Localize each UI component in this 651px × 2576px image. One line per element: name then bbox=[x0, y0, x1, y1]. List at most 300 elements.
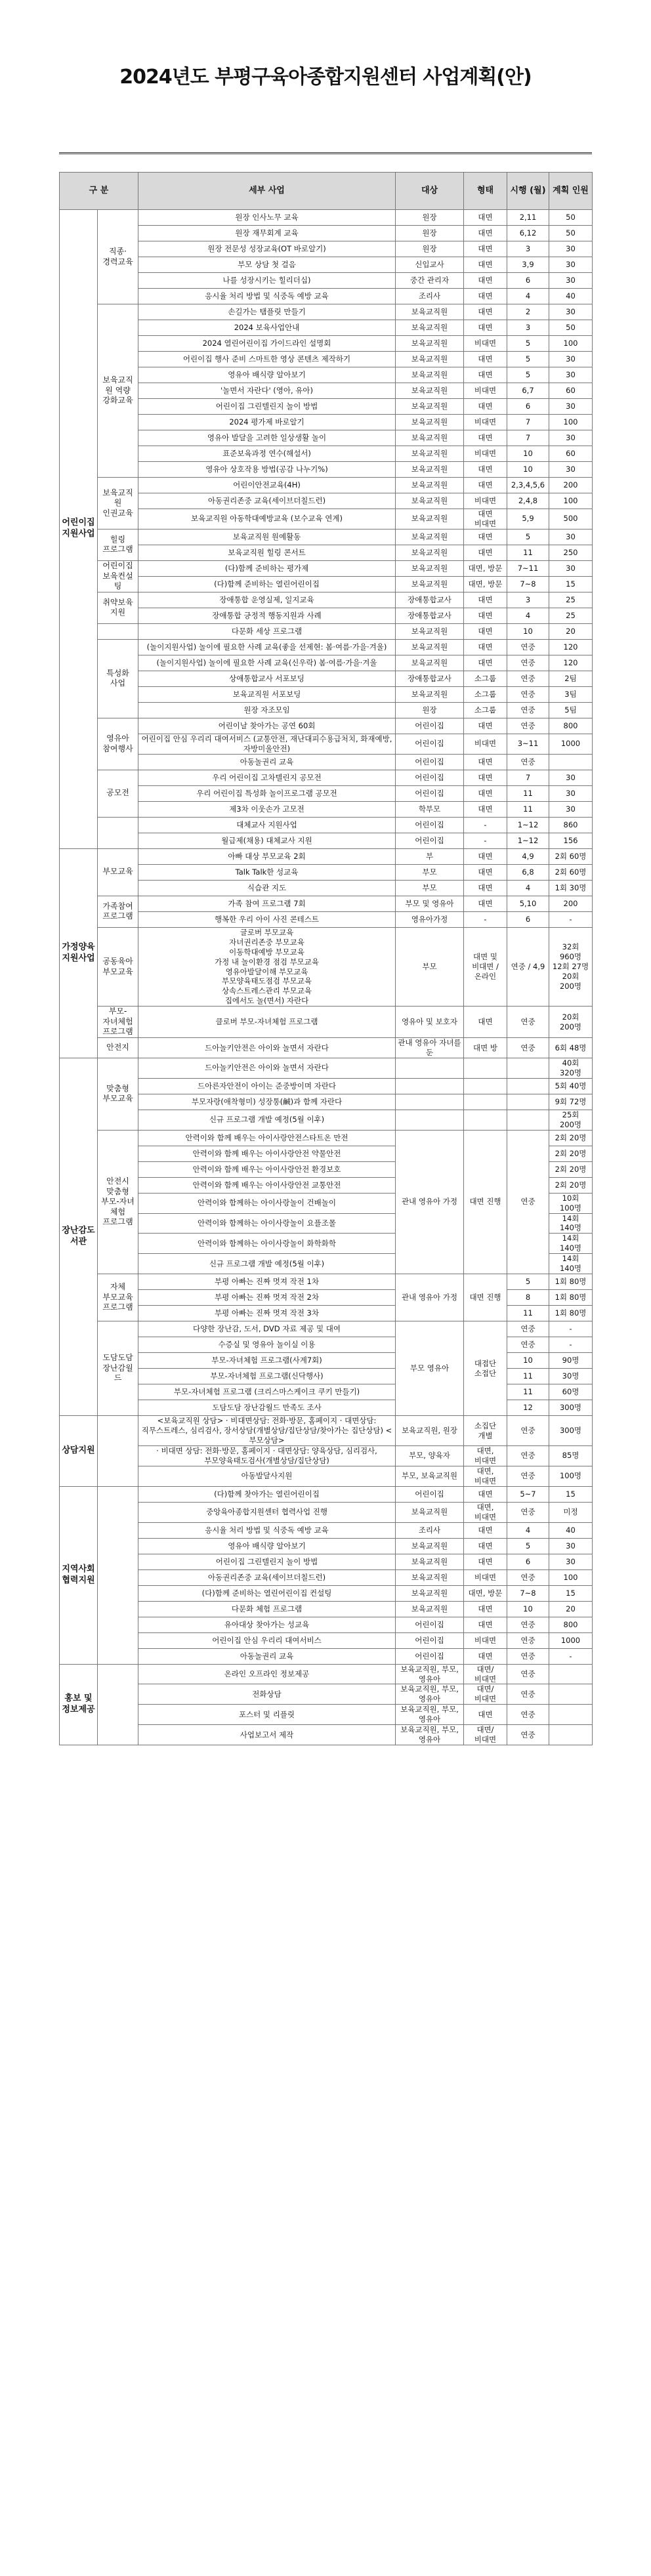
program-period: 연중 bbox=[507, 1038, 549, 1058]
table-row bbox=[60, 1384, 593, 1400]
program-item: 어린이집 행사 준비 스마트한 영상 콘텐츠 제작하기 bbox=[138, 352, 396, 367]
program-period: 11 bbox=[507, 1384, 549, 1400]
program-period: 6,12 bbox=[507, 226, 549, 241]
program-target: 보육교직원 bbox=[396, 1569, 464, 1585]
program-target: 부모 bbox=[396, 880, 464, 896]
program-form: 대면 bbox=[464, 785, 507, 801]
program-count: 30 bbox=[549, 462, 593, 478]
program-target: 어린이집 bbox=[396, 785, 464, 801]
table-row bbox=[60, 1400, 593, 1416]
program-period: 6 bbox=[507, 1554, 549, 1569]
program-count: 300명 bbox=[549, 1416, 593, 1446]
program-period: 연중 bbox=[507, 1569, 549, 1585]
program-target: 어린이집 bbox=[396, 1648, 464, 1664]
table-row bbox=[60, 1538, 593, 1554]
program-target: 보육교직원 bbox=[396, 399, 464, 415]
program-form: 대면 방 bbox=[464, 1038, 507, 1058]
program-target: 중간 관리자 bbox=[396, 273, 464, 289]
program-count: 30 bbox=[549, 352, 593, 367]
program-form bbox=[464, 1110, 507, 1130]
program-count: 100명 bbox=[549, 1466, 593, 1486]
program-count: 15 bbox=[549, 576, 593, 592]
table-row bbox=[60, 1705, 593, 1725]
program-item: 어린이집 안심 우리리 대여서비스 bbox=[138, 1632, 396, 1648]
table-row bbox=[60, 848, 593, 864]
program-target: 보육교직원 bbox=[396, 529, 464, 545]
program-item: 제3차 이웃손가 고모전 bbox=[138, 801, 396, 817]
program-period: 4 bbox=[507, 880, 549, 896]
program-period: 연중 bbox=[507, 639, 549, 655]
program-form: 대면 bbox=[464, 241, 507, 257]
program-form bbox=[464, 1078, 507, 1094]
table-row bbox=[60, 1369, 593, 1384]
table-row bbox=[60, 1585, 593, 1601]
program-item: 부모 상담 첫 걸음 bbox=[138, 257, 396, 273]
program-item: 영유아 배식량 알아보기 bbox=[138, 1538, 396, 1554]
program-form: 비대면 bbox=[464, 1632, 507, 1648]
table-row bbox=[60, 671, 593, 686]
program-target: 조리사 bbox=[396, 289, 464, 304]
program-count: 20회 200명 bbox=[549, 1007, 593, 1038]
program-target: 부모, 보육교직원 bbox=[396, 1466, 464, 1486]
program-count: 10회 100명 bbox=[549, 1193, 593, 1213]
program-count: - bbox=[549, 1648, 593, 1664]
program-target: 보육교직원 bbox=[396, 560, 464, 576]
program-period: 연중 bbox=[507, 1321, 549, 1337]
program-period: 연중 bbox=[507, 1502, 549, 1522]
program-target: 보육교직원, 부모, 영유아 bbox=[396, 1725, 464, 1745]
program-item: 안력이와 함께 배우는 아이사랑안전스타트온 만전 bbox=[138, 1130, 396, 1146]
subcategory bbox=[98, 817, 138, 848]
program-form: 대면 bbox=[464, 273, 507, 289]
table-row bbox=[60, 336, 593, 352]
program-count: 30 bbox=[549, 304, 593, 320]
program-count: 3팀 bbox=[549, 686, 593, 702]
program-target: 부모 영유아 bbox=[396, 1321, 464, 1416]
program-count: 60 bbox=[549, 446, 593, 462]
program-count: 30 bbox=[549, 430, 593, 446]
table-row bbox=[60, 817, 593, 833]
program-count: 30 bbox=[549, 529, 593, 545]
program-item: 부모양육태도점검 부모교육 bbox=[222, 976, 312, 986]
program-item: · 비대면 상담: 전화·방문, 홈페이지 · 대면상담: 양육상담, 심리검사, 부모양육태도검사(개별상담/집단상담) bbox=[138, 1445, 396, 1466]
program-period: 7~8 bbox=[507, 576, 549, 592]
program-target bbox=[396, 1110, 464, 1130]
subcategory: 자체 부모교육 프로그램 bbox=[98, 1274, 138, 1321]
table-row bbox=[60, 273, 593, 289]
program-target bbox=[396, 1078, 464, 1094]
header-period: 시행 (월) bbox=[507, 173, 549, 210]
table-row bbox=[60, 639, 593, 655]
subcategory: 도담도담 장난감월드 bbox=[98, 1321, 138, 1416]
program-form: 비대면 bbox=[464, 734, 507, 754]
table-row bbox=[60, 1007, 593, 1038]
table-row bbox=[60, 545, 593, 560]
program-target: 어린이집 bbox=[396, 833, 464, 848]
table-row bbox=[60, 1445, 593, 1466]
subcategory bbox=[98, 1664, 138, 1745]
program-period: 5,10 bbox=[507, 896, 549, 911]
program-count: 30 bbox=[549, 785, 593, 801]
table-row bbox=[60, 446, 593, 462]
program-count: 50 bbox=[549, 320, 593, 336]
program-count: - bbox=[549, 911, 593, 927]
program-form: 대면 bbox=[464, 848, 507, 864]
table-row bbox=[60, 1321, 593, 1337]
program-item: 부평 아빠는 진짜 멋져 작전 3차 bbox=[138, 1306, 396, 1321]
table-row bbox=[60, 493, 593, 509]
program-item: 아동권리존중 교육(세이브더칠드런) bbox=[138, 1569, 396, 1585]
program-item: 어린이집 그린텔린지 놀이 방법 bbox=[138, 1554, 396, 1569]
program-count: 300명 bbox=[549, 1400, 593, 1416]
program-item: 안력이와 함께 배우는 아이사랑안전 교통안전 bbox=[138, 1177, 396, 1193]
program-period bbox=[507, 1058, 549, 1078]
program-count: 14회 140명 bbox=[549, 1213, 593, 1234]
program-period: 연중 bbox=[507, 1632, 549, 1648]
program-period: 3~11 bbox=[507, 734, 549, 754]
table-row bbox=[60, 734, 593, 754]
program-period: 10 bbox=[507, 462, 549, 478]
program-item: 중앙육아종합지원센터 협력사업 진행 bbox=[138, 1502, 396, 1522]
program-target: 보육교직원, 원장 bbox=[396, 1416, 464, 1446]
table-row bbox=[60, 415, 593, 430]
program-target: 보육교직원 bbox=[396, 320, 464, 336]
program-period bbox=[507, 1078, 549, 1094]
program-target: 보육교직원 bbox=[396, 478, 464, 493]
section-category: 상담지원 bbox=[60, 1416, 98, 1487]
program-form: 대면 bbox=[464, 754, 507, 770]
program-item: 온라인 오프라인 정보제공 bbox=[138, 1664, 396, 1684]
program-target: 보육교직원 bbox=[396, 639, 464, 655]
program-target: 원장 bbox=[396, 241, 464, 257]
program-period: 7~11 bbox=[507, 560, 549, 576]
table-row bbox=[60, 1601, 593, 1617]
program-period: 3 bbox=[507, 241, 549, 257]
program-target: 보육교직원, 부모, 영유아 bbox=[396, 1684, 464, 1705]
table-row bbox=[60, 430, 593, 446]
table-row bbox=[60, 289, 593, 304]
program-target: 보육교직원 bbox=[396, 430, 464, 446]
subcategory: 특성화 사업 bbox=[98, 639, 138, 718]
program-item: 아빠 대상 부모교육 2회 bbox=[138, 848, 396, 864]
table-row bbox=[60, 210, 593, 226]
table-row bbox=[60, 686, 593, 702]
subcategory: 어린이집 보육컨설팅 bbox=[98, 560, 138, 592]
table-row bbox=[60, 1353, 593, 1369]
program-target: 원장 bbox=[396, 210, 464, 226]
program-target bbox=[396, 1094, 464, 1110]
subcategory: 영유아 참여행사 bbox=[98, 718, 138, 770]
title-divider bbox=[59, 152, 592, 154]
program-target: 보육교직원 bbox=[396, 415, 464, 430]
section-category: 지역사회 협력지원 bbox=[60, 1486, 98, 1664]
program-target: 영유아 및 보호자 bbox=[396, 1007, 464, 1038]
program-target: 관내 영유아 자녀를 둔 bbox=[396, 1038, 464, 1058]
subcategory: 맞춤형 부모교육 bbox=[98, 1058, 138, 1130]
program-target: 보육교직원 bbox=[396, 686, 464, 702]
program-period: 연중 bbox=[507, 655, 549, 671]
program-period: 4 bbox=[507, 608, 549, 623]
table-row bbox=[60, 833, 593, 848]
program-form: 비대면 bbox=[464, 383, 507, 399]
program-item: 어린이집 안심 우리리 대여서비스 (교통안전, 재난대피수용급처치, 화재예방, 자방미울안전) bbox=[138, 734, 396, 754]
program-item: 원장 자조모임 bbox=[138, 702, 396, 718]
program-count bbox=[549, 1664, 593, 1684]
program-form: 대면 bbox=[464, 864, 507, 880]
program-target: 어린이집 bbox=[396, 734, 464, 754]
program-form: 대면, 방문 bbox=[464, 1585, 507, 1601]
program-item: 드아놀키안전은 아이와 놀면서 자란다 bbox=[138, 1058, 396, 1078]
program-period bbox=[507, 1094, 549, 1110]
program-count: 40 bbox=[549, 1522, 593, 1538]
program-item: 다문화 체험 프로그램 bbox=[138, 1601, 396, 1617]
subcategory: 취약보육지원 bbox=[98, 592, 138, 623]
program-item: Talk Talk한 성교육 bbox=[138, 864, 396, 880]
program-count bbox=[549, 754, 593, 770]
program-form: 대면 bbox=[464, 1617, 507, 1632]
table-row bbox=[60, 462, 593, 478]
program-target: 신입교사 bbox=[396, 257, 464, 273]
program-target: 보육교직원 bbox=[396, 1554, 464, 1569]
program-period: 연중 bbox=[507, 1337, 549, 1353]
program-target: 조리사 bbox=[396, 1522, 464, 1538]
program-item: 우리 어린이집 특성화 놀이프로그램 공모전 bbox=[138, 785, 396, 801]
table-row bbox=[60, 560, 593, 576]
program-target: 부모 bbox=[396, 864, 464, 880]
program-form: 대면 bbox=[464, 430, 507, 446]
program-form: 비대면 bbox=[464, 1569, 507, 1585]
program-count: 2회 20명 bbox=[549, 1177, 593, 1193]
program-form: 대면 진행 bbox=[464, 1130, 507, 1274]
program-item: 안력이와 함께하는 아이사랑놀이 요플조몰 bbox=[138, 1213, 396, 1234]
program-period: 연중 bbox=[507, 686, 549, 702]
program-target: 보육교직원 bbox=[396, 1538, 464, 1554]
program-item: 영유아 상호작용 방법(공감 나누기%) bbox=[138, 462, 396, 478]
program-item: 원장 인사노무 교육 bbox=[138, 210, 396, 226]
program-item: 드아른자안전이 아이는 준중방이며 자란다 bbox=[138, 1078, 396, 1094]
program-target: 어린이집 bbox=[396, 754, 464, 770]
program-period: 5~7 bbox=[507, 1486, 549, 1502]
program-form: 소그룹 bbox=[464, 686, 507, 702]
table-row bbox=[60, 801, 593, 817]
program-form: 비대면 bbox=[464, 336, 507, 352]
program-target: 어린이집 bbox=[396, 1486, 464, 1502]
program-target: 보육교직원 bbox=[396, 383, 464, 399]
program-item: 영유아 발달을 고려한 일상생활 놀이 bbox=[138, 430, 396, 446]
table-row bbox=[60, 785, 593, 801]
program-count: 9회 72명 bbox=[549, 1094, 593, 1110]
program-form: 소그룹 bbox=[464, 702, 507, 718]
program-form: 대면, 방문 bbox=[464, 560, 507, 576]
table-row bbox=[60, 509, 593, 530]
program-count bbox=[549, 1705, 593, 1725]
program-form: 대면 bbox=[464, 1648, 507, 1664]
program-period: 4,9 bbox=[507, 848, 549, 864]
table-row bbox=[60, 529, 593, 545]
subcategory bbox=[98, 1486, 138, 1664]
program-count: 30 bbox=[549, 399, 593, 415]
program-period: 6,8 bbox=[507, 864, 549, 880]
program-form: 대면 bbox=[464, 896, 507, 911]
program-item: 아동놀권리 교육 bbox=[138, 1648, 396, 1664]
program-period: 7 bbox=[507, 415, 549, 430]
program-count: 100 bbox=[549, 1569, 593, 1585]
program-count: 85명 bbox=[549, 1445, 593, 1466]
program-count: 2팀 bbox=[549, 671, 593, 686]
table-row bbox=[60, 1130, 593, 1146]
program-count: 120 bbox=[549, 655, 593, 671]
program-item: 가족 참여 프로그램 7회 bbox=[138, 896, 396, 911]
program-count: 2회 20명 bbox=[549, 1161, 593, 1177]
subcategory: 직종·경력교육 bbox=[98, 210, 138, 304]
program-item: 응시율 처리 방법 및 식중독 예방 교육 bbox=[138, 1522, 396, 1538]
program-item: 자녀권리존중 부모교육 bbox=[229, 937, 304, 947]
program-item: 가정 내 놀이환경 점검 부모교육 bbox=[214, 957, 320, 966]
program-form bbox=[464, 1094, 507, 1110]
program-target: 장애통합교사 bbox=[396, 671, 464, 686]
program-item: 원장 재무회계 교육 bbox=[138, 226, 396, 241]
program-target: 부모, 양육자 bbox=[396, 1445, 464, 1466]
program-item: 상속스트레스관리 부모교육 bbox=[222, 986, 312, 996]
program-item: 클로버 부모-자녀체험 프로그램 bbox=[138, 1007, 396, 1038]
program-target: 보육교직원 bbox=[396, 367, 464, 383]
program-form: 대면 bbox=[464, 320, 507, 336]
program-period: 10 bbox=[507, 1601, 549, 1617]
subcategory bbox=[98, 623, 138, 639]
table-row bbox=[60, 623, 593, 639]
program-period: 2,3,4,5,6 bbox=[507, 478, 549, 493]
program-form: 대면 bbox=[464, 399, 507, 415]
program-item: 보육교직원 아동학대예방교육 (보수교육 연계) bbox=[138, 509, 396, 530]
program-count: 30 bbox=[549, 273, 593, 289]
table-header-row bbox=[60, 173, 593, 210]
table-row bbox=[60, 1502, 593, 1522]
program-count: 120 bbox=[549, 639, 593, 655]
program-form: 대면 bbox=[464, 1007, 507, 1038]
program-item: 안력이와 함께하는 아이사랑놀이 화학화학 bbox=[138, 1234, 396, 1254]
program-period: 4 bbox=[507, 1522, 549, 1538]
program-count: 32회 960명 12회 27명 20회 200명 bbox=[549, 927, 593, 1007]
program-target: 보육교직원 bbox=[396, 655, 464, 671]
program-count: 20 bbox=[549, 1601, 593, 1617]
program-count: 30 bbox=[549, 367, 593, 383]
program-period: 11 bbox=[507, 785, 549, 801]
table-row bbox=[60, 1684, 593, 1705]
program-item: 2024 보육사업안내 bbox=[138, 320, 396, 336]
header-target: 대상 bbox=[396, 173, 464, 210]
program-form: 비대면 bbox=[464, 446, 507, 462]
program-count: 25 bbox=[549, 592, 593, 608]
program-item: 월급제(채용) 대체교사 지원 bbox=[138, 833, 396, 848]
program-item: (다)함께 준비하는 열린어린이집 컨설팅 bbox=[138, 1585, 396, 1601]
program-period: 연중 bbox=[507, 754, 549, 770]
program-count: 40 bbox=[549, 289, 593, 304]
program-form: 대면 bbox=[464, 608, 507, 623]
program-form: 대면/비대면 bbox=[464, 1725, 507, 1745]
program-period: 연중 bbox=[507, 1445, 549, 1466]
table-row bbox=[60, 754, 593, 770]
section-category: 가정양육지원사업 bbox=[60, 848, 98, 1058]
program-count: - bbox=[549, 1337, 593, 1353]
program-item: 어린이집 그린텔린지 놀이 방법 bbox=[138, 399, 396, 415]
program-period: 3 bbox=[507, 320, 549, 336]
program-form bbox=[464, 1058, 507, 1078]
program-target: 영유아가정 bbox=[396, 911, 464, 927]
program-count: 1000 bbox=[549, 1632, 593, 1648]
section-category: 어린이집지원사업 bbox=[60, 210, 98, 849]
program-period: 10 bbox=[507, 446, 549, 462]
program-period: 6,7 bbox=[507, 383, 549, 399]
program-count: 50 bbox=[549, 226, 593, 241]
program-period: 연중 bbox=[507, 1705, 549, 1725]
program-count: 100 bbox=[549, 415, 593, 430]
table-row bbox=[60, 655, 593, 671]
table-row bbox=[60, 576, 593, 592]
program-count: 15 bbox=[549, 1585, 593, 1601]
table-row bbox=[60, 1274, 593, 1290]
program-form: 대면 bbox=[464, 770, 507, 785]
program-target: 보육교직원 bbox=[396, 462, 464, 478]
table-row bbox=[60, 1306, 593, 1321]
program-target: 보육교직원 bbox=[396, 623, 464, 639]
program-form: 대면 bbox=[464, 545, 507, 560]
program-form: 대면 bbox=[464, 880, 507, 896]
program-item: 아동권리존중 교육(세이브더칠드런) bbox=[138, 493, 396, 509]
program-form: - bbox=[464, 911, 507, 927]
program-period: 3,9 bbox=[507, 257, 549, 273]
program-period: 5,9 bbox=[507, 509, 549, 530]
program-item: 어린이날 찾아가는 공연 60회 bbox=[138, 718, 396, 734]
program-target: 보육교직원 bbox=[396, 352, 464, 367]
program-form: 대면 bbox=[464, 655, 507, 671]
program-count: 90명 bbox=[549, 1353, 593, 1369]
table-row bbox=[60, 1416, 593, 1446]
program-form: 대면 bbox=[464, 718, 507, 734]
program-item: 표준보육과정 연수(해설서) bbox=[138, 446, 396, 462]
program-count: 30 bbox=[549, 1554, 593, 1569]
subcategory: 공모전 bbox=[98, 770, 138, 817]
program-count: 100 bbox=[549, 493, 593, 509]
program-item: <보육교직원 상담> · 비대면상담: 전화·방문, 홈페이지 · 대면상담: 직무스트레스, 심리검사, 장서상담(개별상담/집단상담/찾아가는 집단상담) <부모상담> bbox=[138, 1416, 396, 1446]
program-target: 부모 bbox=[396, 927, 464, 1007]
program-count: 2회 20명 bbox=[549, 1146, 593, 1161]
program-target: 장애통합교사 bbox=[396, 592, 464, 608]
program-target: 어린이집 bbox=[396, 1617, 464, 1632]
table-row bbox=[60, 608, 593, 623]
table-row bbox=[60, 1522, 593, 1538]
program-count: 250 bbox=[549, 545, 593, 560]
table-row bbox=[60, 383, 593, 399]
program-item-list bbox=[138, 927, 396, 1007]
table-row bbox=[60, 226, 593, 241]
program-item: 신규 프로그램 개발 예정(5월 이후) bbox=[138, 1254, 396, 1274]
program-period: 4 bbox=[507, 289, 549, 304]
program-period: 1~12 bbox=[507, 833, 549, 848]
program-period: 연중 / 4,9 bbox=[507, 927, 549, 1007]
subcategory: 안전지 bbox=[98, 1038, 138, 1058]
program-item: 우리 어린이집 고차텔린지 공모전 bbox=[138, 770, 396, 785]
program-count: 15 bbox=[549, 1486, 593, 1502]
program-item: (다)함께 찾아가는 열린어린이집 bbox=[138, 1486, 396, 1502]
table-row bbox=[60, 1725, 593, 1745]
program-target: 관내 영유아 가정 bbox=[396, 1130, 464, 1274]
program-form: 대면 bbox=[464, 1601, 507, 1617]
program-form: 대면 bbox=[464, 1554, 507, 1569]
program-form: 대면 bbox=[464, 1486, 507, 1502]
program-item: 부평 아빠는 진짜 멋져 작전 1차 bbox=[138, 1274, 396, 1290]
section-category: 장난감도서관 bbox=[60, 1058, 98, 1415]
program-period: 6 bbox=[507, 273, 549, 289]
